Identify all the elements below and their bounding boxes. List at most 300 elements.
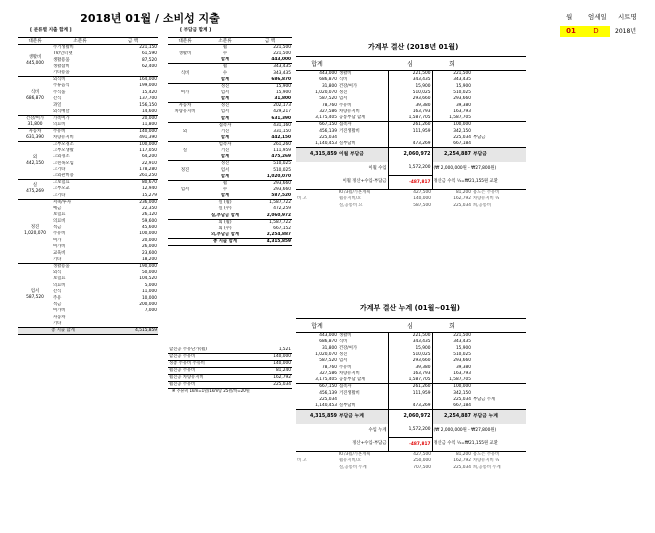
minor-category: 실 (수) [218,206,232,212]
col-note-header [472,319,526,333]
row-total: 327,586 [319,109,337,115]
extra-cell: 희,공통비 [473,202,491,208]
right2-sum-row [296,410,526,424]
amount: 7,000 [144,308,157,314]
amount: 20,000 [141,115,157,121]
row-hee: 39,380 [455,102,471,108]
left-header-row [18,38,158,45]
row-total: 3,175,405 [315,115,337,121]
amount: 10,000 [141,295,157,301]
amount: 199,000 [139,83,157,89]
amount: 111,959 [273,148,291,154]
cumulative-settlement-title: 가계부 결산 누계 (01월~01월) [360,304,460,312]
row-shim: 261,260 [388,122,432,129]
group-total: 631,390 [26,134,44,140]
amount: 343,435 [273,70,291,76]
sub-category: 의료비 [53,121,66,127]
row-label: 정진 [339,351,348,357]
amount: 429,217 [273,109,291,115]
month-header: 월 [566,13,573,21]
right1-sum-row [296,148,526,162]
balance-note: 정산금 수익 ½=₩21,155원 교환 [433,441,498,447]
amount: 442,150 [271,134,291,140]
row-hee: 100,000 [453,384,471,390]
amount: 686,870 [271,76,291,82]
sub-category: 간식 [53,289,62,295]
row-shim: 343,435 [388,77,432,83]
note-row [168,361,292,368]
sum-cell: 2,060,972 [388,148,432,162]
row-label: 주유비 [339,364,352,370]
balance-label: 정산+수입-부담금 [352,441,387,447]
balance-value: -487,817 [388,176,432,190]
group-total: 1,020,070 [24,231,46,237]
row-label: 차량유지비 [339,371,360,377]
income-label: 수입 누계 [368,427,387,433]
left-col-header: 금 액 [108,38,158,45]
group-label: 건강/여가 [25,115,45,121]
right1-income-row [296,162,526,176]
note-value: 81,240 [275,368,291,373]
row-label: 정진 [339,89,348,95]
note-label: 월진공 주유비 [169,382,196,387]
sub-category: 주유비 [53,128,66,134]
col-total-header: 합계 [296,57,338,71]
sum-cell: 2,254,887 [443,151,471,157]
minor-category: 거진 [220,148,230,154]
row-label: 생활비 [339,333,352,338]
minor-category: 거진 [220,128,230,134]
minor-category: 실,부담금 합계 [210,212,240,218]
amount: 293,660 [273,180,291,186]
amount: 26,120 [141,212,157,218]
minor-category: 엄서 [220,89,230,95]
row-total: 443,000 [319,333,337,338]
extra-cell: 162,792 [453,196,471,202]
left-section-title: [ 분류별 지출 합계 ] [30,28,72,33]
amount: 221,500 [273,51,291,57]
sub-category: 외식 [53,270,62,275]
income-note: (₩ 2,000,000원 - ₩27,800원) [433,427,497,433]
row-shim: 221,500 [388,71,432,78]
extra-cell: 225,034 [453,202,471,208]
minor-category: 월 [222,45,228,50]
row-hee: 15,900 [455,83,471,89]
note-label: 월진공 차량유지비 [169,375,204,380]
note-label: 합진공 주유단가(월) [169,347,207,352]
amount: 2,060,972 [266,212,291,218]
left-col-header: 대분류 [18,38,52,45]
amount: 202,173 [273,103,291,109]
grand-total-row [18,327,158,334]
month-select[interactable]: 01 [560,26,582,37]
group-name [18,199,52,263]
extra-row [296,465,526,471]
extra-cell: 250,000 [413,458,431,464]
row-label: 공통부담 합계 [339,115,366,121]
col-total-header: 합계 [296,319,338,333]
row-total: 686,870 [319,77,337,83]
amount: 45,600 [141,225,157,231]
row-total: 456,139 [319,128,337,134]
minor-category: 외,부담금 합계 [210,231,240,237]
sub-category: 자동차 [53,314,66,320]
sub-category: 그보험료 [53,180,70,186]
note-small: ※ 주유비 1km=1원/1km당 25원/차=20원 [172,388,250,393]
amount: 15,420 [141,89,157,95]
row-total: 456,139 [319,390,337,396]
amount: 1,020,070 [266,173,291,179]
income-value: 1,572,200 [388,162,432,176]
group-label: 생활비 [28,54,42,60]
income-value: 1,572,200 [388,424,432,438]
row-hee: 510,025 [453,89,471,95]
right1-balance-row [296,176,526,190]
extra-cell: 140,000 [413,196,431,202]
sub-category: TV/인터넷 [53,51,73,57]
extra-cell: 희,공통비 누계 [473,464,501,470]
amount: 18,200 [141,256,157,262]
group-name [18,128,52,141]
sub-category: 그기타 [53,192,66,198]
col-hee-header: 희 [432,57,472,71]
minor-category: 정진 [220,103,230,109]
minor-category: 엄촉자 [218,141,232,147]
major-category: 엄서 [180,186,190,192]
sub-category: 차량유지비 [53,134,74,140]
minor-category: 접촉자 [218,122,232,128]
extra-cell: 월유지비/요 [339,196,362,202]
row-shim: 163,793 [388,109,432,115]
major-category: 생활비 [178,51,192,57]
row-hee: 343,435 [453,339,471,345]
balance-label: 이월 정산+수입-부담금 [342,179,387,185]
sub-category: 그부모교 [53,186,70,192]
extra-cell: 실,공통비 요 [339,202,363,208]
major-category [168,238,202,245]
row-label: 실부담비 [339,403,356,409]
minor-category: 합계 [220,154,230,160]
note-label: 정총 주유비 주유비 [169,361,205,366]
sub-category: 생활잡비 [53,63,70,69]
row-hee: 667,184 [453,141,471,147]
row-hee: 15,900 [455,345,471,351]
income-note: (₩ 2,000,000원 - ₩27,800원) [433,165,497,171]
minor-category: 엄서 [220,167,230,173]
amount: 631,390 [271,115,291,121]
middle-col-header: 소분류 [202,38,248,45]
group-total: 445,000 [26,60,44,66]
group-label: 외 [32,154,38,160]
hee-common-label: 부담금 [473,134,486,140]
sub-category: 의료비 [53,282,66,288]
row-total: 667,150 [319,384,337,390]
note-row [168,375,292,382]
group-name [18,141,52,180]
row-total: 31,800 [321,83,337,89]
amount: 221,150 [139,45,157,50]
row-total: 587,520 [319,96,337,102]
group-total: 442,150 [26,160,44,166]
row-hee: 221,500 [453,71,471,76]
middle-section-title: [ 부담금 합계 ] [180,28,212,33]
amount: 221,500 [273,45,291,50]
extra-cell: 427,500 [413,190,431,196]
amount: 140,000 [139,128,157,134]
sum-cell: 이월 부담금 [339,151,364,157]
monthly-settlement-title: 가계부 결산 (2018년 01월) [368,43,459,51]
extra-cell: 비 고 [297,196,307,202]
amount: 26,000 [141,244,157,250]
row-hee: 225,034 [453,134,471,140]
row-shim: 111,959 [388,128,432,134]
row-hee: 293,660 [453,96,471,102]
sub-category: 생활용품 [53,263,70,269]
row-shim: 1,587,705 [388,377,432,384]
extra-cell: 587,500 [413,202,431,208]
sub-category: 주유 [53,295,62,301]
extra-cell: 81,200 [455,190,471,196]
row-label: 식비 [339,77,348,83]
sub-category: 여가비 [53,308,66,314]
row-hee: 39,380 [455,364,471,370]
minor-category: 월 [222,64,228,70]
income-label: 이월 수입 [368,165,387,171]
amount: 4,315,859 [266,238,291,244]
group-label: 엄서 [30,289,40,295]
col-shim-header: 심 [388,319,432,333]
amount: 472,259 [273,206,291,212]
row-shim: 1,587,705 [388,115,432,122]
minor-category: 월 [222,180,228,186]
note-value: 140,000 [273,354,291,359]
amount: 200,000 [139,301,157,307]
row-shim: 261,260 [388,384,432,391]
amount: 2,254,887 [266,231,291,237]
sub-category: 보험료 [53,212,66,218]
notes-table [168,347,292,389]
row-label: 생활비 [339,71,352,76]
row-shim: 39,380 [388,365,432,371]
major-category: 외 [182,128,188,134]
group-name [18,263,52,327]
amount: 156,150 [139,102,157,108]
minor-category: 총 지출 합계 [213,238,237,244]
sub-category: 적금 [53,225,62,231]
row-hee: 221,500 [453,333,471,338]
right2-header-row [296,319,526,333]
sub-category: 외식배달 [53,108,70,114]
amount: 667,152 [273,225,291,231]
note-value: 1,521 [278,347,291,352]
minor-category: 수 [222,51,228,57]
right2-table [296,318,526,471]
extra-cell: 차량유지비 ½ [473,196,500,202]
amount: 261,260 [273,141,291,147]
sub-category: 기타 [53,320,62,326]
col-shim-header: 심 [388,57,432,71]
amount: 443,000 [271,57,291,63]
row-hee: 100,000 [453,122,471,128]
middle-table [168,37,292,246]
amount: 587,520 [271,193,291,199]
minor-category: 정진 [220,161,230,167]
extra-cell: KT/3월/가혼계획 [339,190,371,196]
amount: 100,000 [139,141,157,147]
extra-row [296,203,526,209]
col-blank-header [338,57,388,71]
row-total: 31,800 [321,345,337,351]
sub-category: 과일 [53,102,62,108]
minor-category: 합계 [220,57,230,63]
group-name [18,180,52,199]
row-label: 엄서 [339,358,348,364]
major-category: 정진 [180,167,190,173]
right1-table [296,56,526,209]
right2-balance-row [296,438,526,452]
sum-cell: 4,315,859 [309,151,337,157]
row-total: 1,140,453 [315,403,337,409]
row-shim: 473,269 [388,141,432,148]
row-total: 225,034 [319,396,337,402]
col-blank-header [338,319,388,333]
amount: 261,250 [139,173,157,179]
sheet-select[interactable]: 2018년 [615,28,637,35]
row-label: 엄서 [339,96,348,102]
minor-category: 합계 [220,96,230,102]
balance-note: 정산금 수익 ½=₩21,155원 교환 [433,179,498,185]
note-row [168,368,292,375]
sub-category: 예금 [53,205,62,211]
amount: 1,587,722 [269,219,291,225]
sub-category: 그외경조 [53,154,70,160]
group-name [18,77,52,116]
minor-category: 외 (월) [218,219,232,225]
major-category: 자동차 [178,103,192,109]
sub-category: 그부모생활 [53,147,74,153]
sub-category: 간식 [53,96,62,102]
sub-category: 저축/투자 [53,199,72,205]
amount: 100,000 [139,231,157,237]
amount: 190,000 [139,263,157,269]
group-total: 31,800 [27,121,43,127]
amount: 64,200 [141,154,157,160]
row-hee: 343,435 [453,77,471,83]
extra-cell: 162,792 [453,458,471,464]
row-shim: 111,959 [388,390,432,396]
extra-cell: 707,500 [413,464,431,470]
major-category: 여가 [180,89,190,95]
group-total: 587,520 [26,295,44,301]
amount: 23,600 [141,250,157,256]
row-label: 건강/여가 [339,345,358,351]
row-total: 443,000 [319,71,337,76]
extra-cell: 비 고 [297,458,307,464]
amount: 510,025 [273,167,291,173]
row-total: 225,034 [319,134,337,140]
sub-category: 여가비 [53,244,66,250]
minor-category: 수 [222,70,228,76]
amount: 117,050 [139,147,157,153]
table-row [168,238,292,245]
right2-income-row [296,424,526,438]
middle-col-header: 대분류 [168,38,202,45]
minor-category: 실 (월) [218,200,232,206]
row-total: 78,760 [321,102,337,108]
user-select[interactable]: D [582,26,610,37]
minor-category: 합계 [220,134,230,140]
amount: 104,520 [139,276,157,282]
sub-category: 생활용품 [53,57,70,63]
sub-category: 기타 [53,256,62,262]
sum-cell: 2,060,972 [388,410,432,424]
sub-category: 기타용품 [53,70,70,76]
minor-category: 합계 [220,76,230,82]
row-total: 1,020,070 [315,89,337,95]
row-hee: 293,660 [453,358,471,364]
grand-total-label: 총 지출 합계 [51,327,75,333]
minor-category: 엄서 [220,109,230,115]
sub-category: 외식비 [53,77,66,83]
row-shim: 293,660 [388,96,432,102]
row-label: 거진생활비 [339,128,360,134]
row-label: 거진생활비 [339,390,360,396]
sub-category: 보험료 [53,276,66,282]
row-total: 3,175,405 [315,377,337,383]
amount: 62,400 [141,63,157,69]
row-hee: 225,034 [453,396,471,402]
row-label: 식비 [339,339,348,345]
sub-category: 주류음식 [53,83,70,89]
sub-category: 주유비 [53,231,66,237]
sub-category: 그부모경조 [53,141,74,147]
row-label: 접촉자 [339,384,352,390]
extra-cell: 81,200 [455,452,471,458]
sub-category: 주식품 [53,89,66,95]
sub-category: 적금 [53,301,62,307]
major-category: 차량유지비 [174,109,196,115]
note-value: 225,034 [273,382,291,387]
row-shim: 163,793 [388,371,432,377]
note-label: 월진공 주유비 [169,368,196,373]
amount: 20,000 [141,237,157,243]
amount: 343,435 [273,64,291,70]
sum-cell: 4,315,859 [309,413,337,419]
amount: 31,800 [274,96,291,102]
minor-category: 합계 [220,173,230,179]
sub-category: 교육비 [53,250,66,256]
minor-category: 외 (수) [218,225,232,231]
col-hee-header: 희 [432,319,472,333]
extra-cell [296,203,338,209]
group-label: 실 [32,183,38,189]
amount: 22,910 [141,160,157,166]
sum-cell: 부담금 누계 [339,413,364,419]
sum-note: 부담금 [473,151,487,157]
amount: 87,520 [141,57,157,63]
group-total: 686,870 [26,95,44,101]
sub-category: 그기타 [53,167,66,173]
row-label: 주유비 [339,102,352,108]
major-category: 실 [182,148,188,154]
note-row [168,354,292,361]
row-total: 78,760 [321,364,337,370]
extra-cell: KT/3월/가혼계획 [339,452,371,458]
row-label: 차량유지비 [339,109,360,115]
row-shim: 293,660 [388,358,432,364]
middle-col-header: 금 액 [248,38,292,45]
minor-category: 합계 [220,193,230,199]
